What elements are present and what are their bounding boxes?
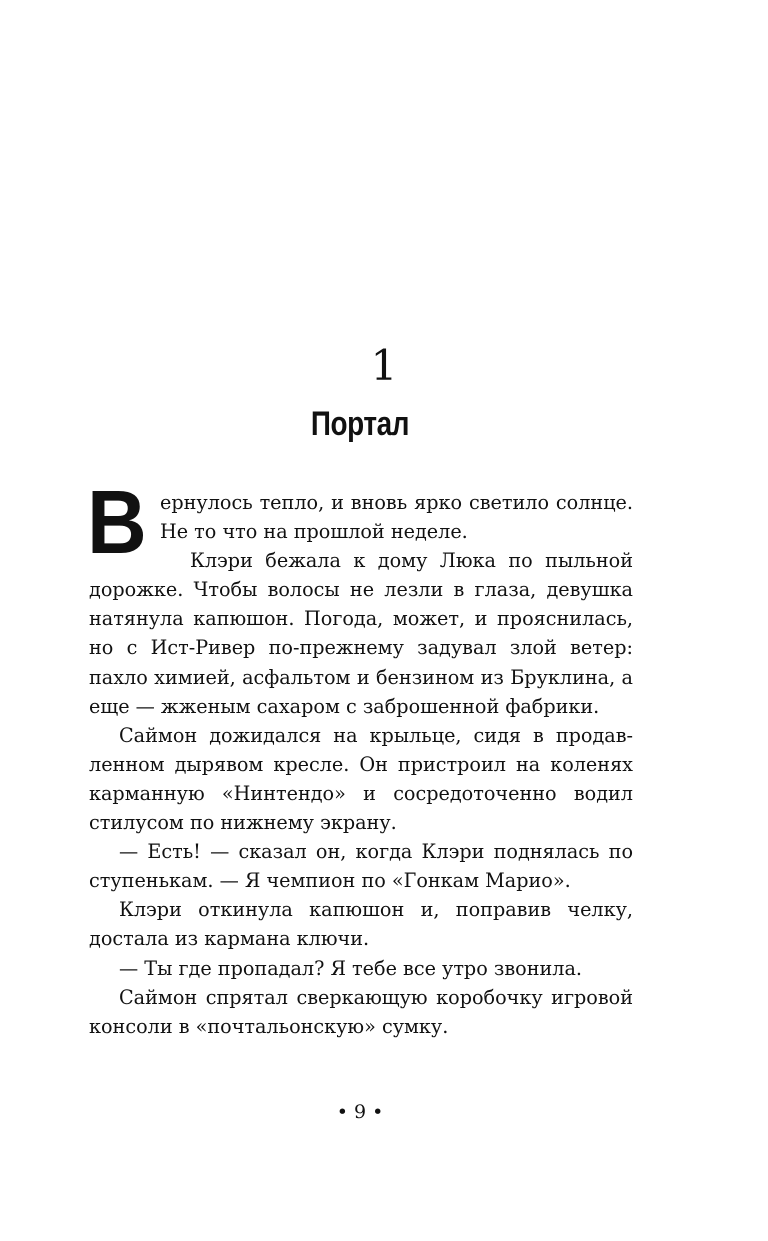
opening-paragraph-text: ернулось тепло, и вновь ярко светило солнце. Не то что на прошлой неделе. xyxy=(160,491,633,544)
page-number: • 9 • xyxy=(336,1101,384,1123)
drop-cap-letter: В xyxy=(87,473,147,573)
paragraph: — Ты где пропадал? Я тебе все утро звонила. xyxy=(119,956,582,980)
paragraph: Клэри бежала к дому Люка по пыльной дорожке. Чтобы волосы не лезли в глаза, девушка натянула капюшон. Погода, может, и прояснилась, но с Ист-Ривер по-прежнему задувал злой ветер: пахло химией, асфальтом и бензином из Бруклина, а еще — жженым сахаром с заброшенной фабрики. xyxy=(89,549,633,718)
opening-paragraph xyxy=(87,473,633,573)
paragraph: Саймон дожидался на крыльце, сидя в продавленном дырявом кресле. Он пристроил на коленях карманную «Нинтендо» и сосредоточенно водил стилусом по нижнему экрану. xyxy=(89,723,633,835)
paragraph: Клэри откинула капюшон и, поправив челку, достала из кармана ключи. xyxy=(89,898,633,951)
chapter-body xyxy=(87,473,633,1041)
paragraph: Саймон спрятал сверкающую коробочку игровой консоли в «почтальонскую» сумку. xyxy=(89,985,633,1038)
paragraph: — Есть! — сказал он, когда Клэри поднялась по ступенькам. — Я чемпион по «Гонкам Марио». xyxy=(89,840,633,893)
chapter-number: 1 xyxy=(370,341,398,390)
chapter-title: Портал xyxy=(310,405,410,443)
